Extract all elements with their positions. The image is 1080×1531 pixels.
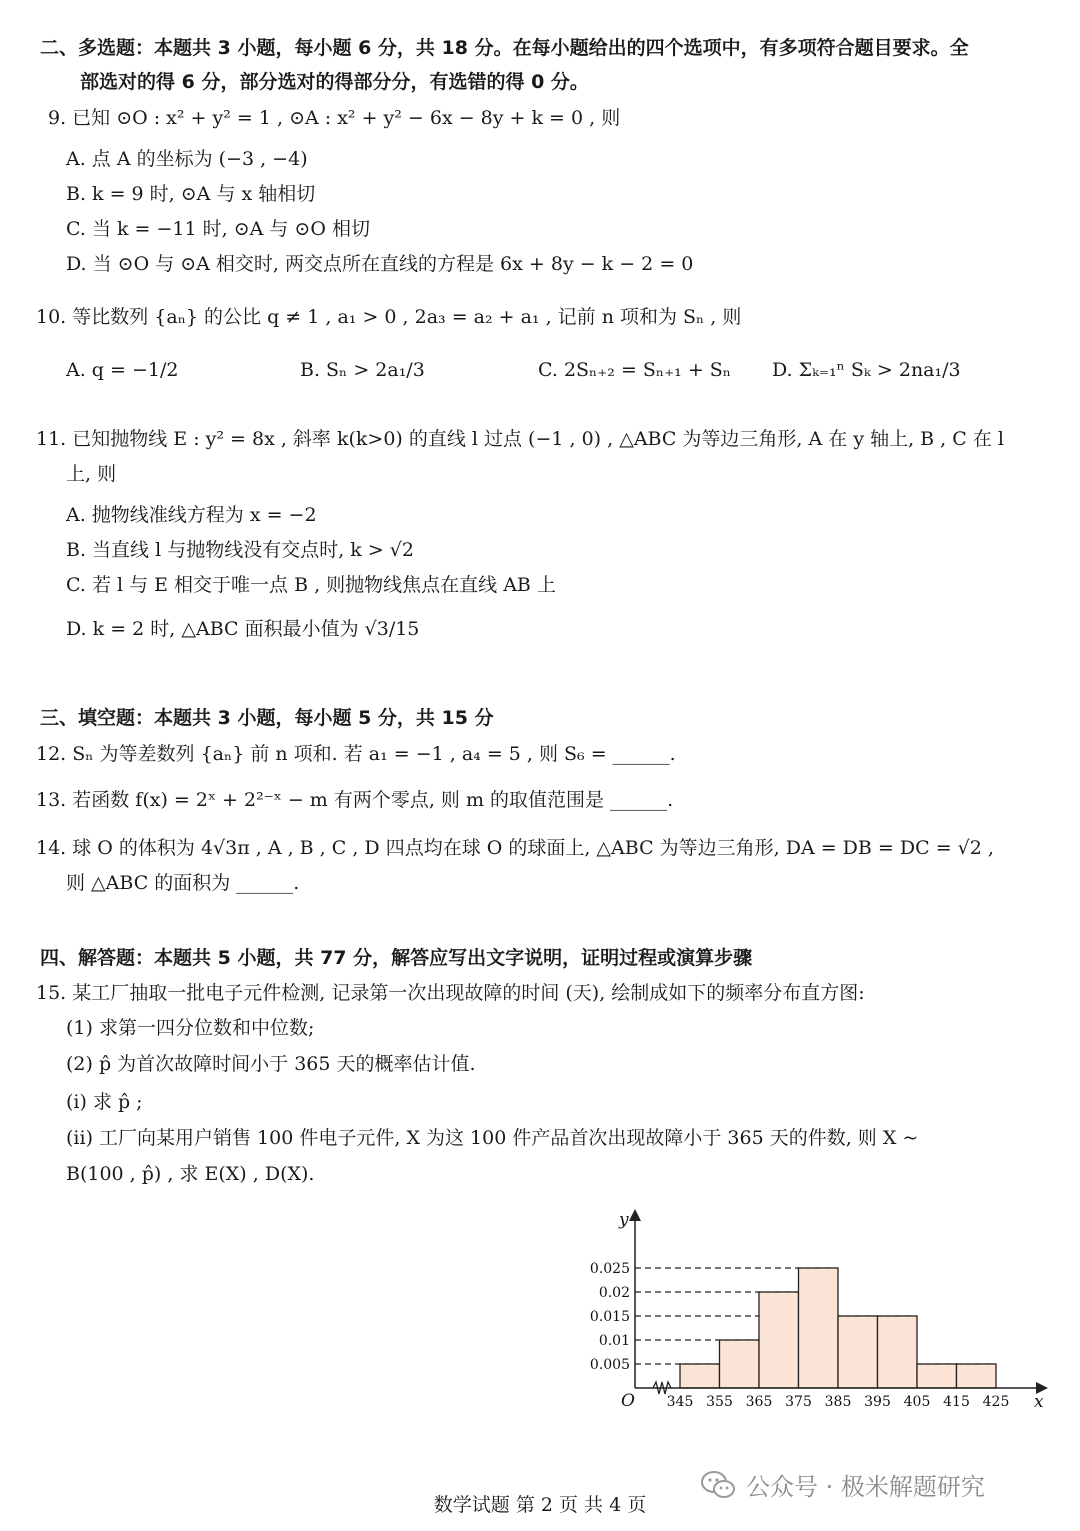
histogram-bar	[799, 1268, 839, 1388]
x-tick-label: 425	[982, 1394, 1010, 1410]
origin-label: O	[621, 1391, 635, 1411]
q11-option-b: B. 当直线 l 与抛物线没有交点时, k > √2	[66, 539, 414, 561]
x-tick-label: 365	[745, 1394, 773, 1410]
q10-option-a: A. q = −1/2	[66, 359, 179, 381]
frequency-histogram	[570, 1200, 1060, 1415]
x-tick-label: 385	[824, 1394, 852, 1410]
watermark-text: 公众号 · 极米解题研究	[746, 1473, 985, 1501]
x-tick-label: 345	[666, 1394, 694, 1410]
section2-heading-line2: 部选对的得 6 分，部分选对的得部分分，有选错的得 0 分。	[80, 71, 589, 93]
section3-heading: 三、填空题：本题共 3 小题，每小题 5 分，共 15 分	[40, 707, 494, 729]
y-tick-label: 0.02	[598, 1285, 630, 1301]
q11-option-a: A. 抛物线准线方程为 x = −2	[66, 504, 317, 526]
q15-part2-ii-line1: (ii) 工厂向某用户销售 100 件电子元件, X 为这 100 件产品首次出现故障小于 365 天的件数, 则 X ~	[66, 1127, 919, 1149]
q13: 13. 若函数 f(x) = 2ˣ + 2²⁻ˣ − m 有两个零点, 则 m 的取值范围是 ______.	[36, 789, 674, 811]
q10-option-d: D. Σₖ₌₁ⁿ Sₖ > 2na₁/3	[772, 359, 961, 381]
q15-part2: (2) p̂ 为首次故障时间小于 365 天的概率估计值.	[66, 1053, 476, 1075]
q9-option-a: A. 点 A 的坐标为 (−3 , −4)	[66, 148, 308, 170]
q11-stem-line2: 上, 则	[66, 463, 117, 485]
q9-option-d: D. 当 ⊙O 与 ⊙A 相交时, 两交点所在直线的方程是 6x + 8y − k − 2 = 0	[66, 253, 694, 275]
q15-part1: (1) 求第一四分位数和中位数;	[66, 1017, 315, 1039]
q12: 12. Sₙ 为等差数列 {aₙ} 前 n 项和. 若 a₁ = −1 , a₄ = 5 , 则 S₆ = ______.	[36, 743, 676, 765]
y-tick-label: 0.01	[598, 1333, 630, 1349]
section4-heading: 四、解答题：本题共 5 小题，共 77 分，解答应写出文字说明，证明过程或演算步骤	[40, 947, 753, 969]
y-axis-label: y	[619, 1210, 629, 1230]
q14-line2: 则 △ABC 的面积为 ______.	[66, 872, 300, 894]
histogram-bar	[720, 1340, 760, 1388]
histogram-bar	[759, 1292, 799, 1388]
y-tick-label: 0.025	[589, 1261, 630, 1277]
q10-option-c: C. 2Sₙ₊₂ = Sₙ₊₁ + Sₙ	[538, 359, 732, 381]
histogram-bar	[917, 1364, 957, 1388]
histogram-bar	[957, 1364, 997, 1388]
x-tick-label: 355	[706, 1394, 733, 1410]
x-tick-label: 395	[864, 1394, 891, 1410]
histogram-bar	[680, 1364, 720, 1388]
page-footer: 数学试题 第 2 页 共 4 页	[433, 1494, 647, 1516]
q9-option-c: C. 当 k = −11 时, ⊙A 与 ⊙O 相切	[66, 218, 370, 240]
q15-part2-i: (i) 求 p̂ ;	[66, 1091, 143, 1113]
q15-part2-ii-line2: B(100 , p̂) , 求 E(X) , D(X).	[66, 1163, 315, 1185]
x-tick-label: 415	[943, 1394, 970, 1410]
q11-stem-line1: 11. 已知抛物线 E : y² = 8x , 斜率 k(k>0) 的直线 l 过点 (−1 , 0) , △ABC 为等边三角形, A 在 y 轴上, B , C 在 l	[36, 428, 1004, 450]
section2-heading-line1: 二、多选题：本题共 3 小题，每小题 6 分，共 18 分。在每小题给出的四个选项中，有多项符合题目要求。全	[40, 37, 969, 59]
histogram-bar	[878, 1316, 918, 1388]
x-tick-label: 375	[785, 1394, 812, 1410]
y-tick-label: 0.005	[589, 1357, 630, 1373]
q9-stem: 9. 已知 ⊙O : x² + y² = 1 , ⊙A : x² + y² − 6x − 8y + k = 0 , 则	[48, 107, 621, 129]
q10-option-b: B. Sₙ > 2a₁/3	[300, 359, 425, 381]
q10-stem: 10. 等比数列 {aₙ} 的公比 q ≠ 1 , a₁ > 0 , 2a₃ = a₂ + a₁ , 记前 n 项和为 Sₙ , 则	[36, 306, 742, 328]
q14-line1: 14. 球 O 的体积为 4√3π , A , B , C , D 四点均在球 O 的球面上, △ABC 为等边三角形, DA = DB = DC = √2 ,	[36, 837, 994, 859]
q15-stem: 15. 某工厂抽取一批电子元件检测, 记录第一次出现故障的时间 (天), 绘制成如下的频率分布直方图:	[36, 982, 865, 1004]
x-axis-label: x	[1034, 1392, 1044, 1412]
q11-option-d: D. k = 2 时, △ABC 面积最小值为 √3/15	[66, 618, 420, 640]
q9-option-b: B. k = 9 时, ⊙A 与 x 轴相切	[66, 183, 316, 205]
y-tick-label: 0.015	[589, 1309, 630, 1325]
x-tick-label: 405	[903, 1394, 931, 1410]
q11-option-c: C. 若 l 与 E 相交于唯一点 B , 则抛物线焦点在直线 AB 上	[66, 574, 556, 596]
histogram-bar	[838, 1316, 878, 1388]
